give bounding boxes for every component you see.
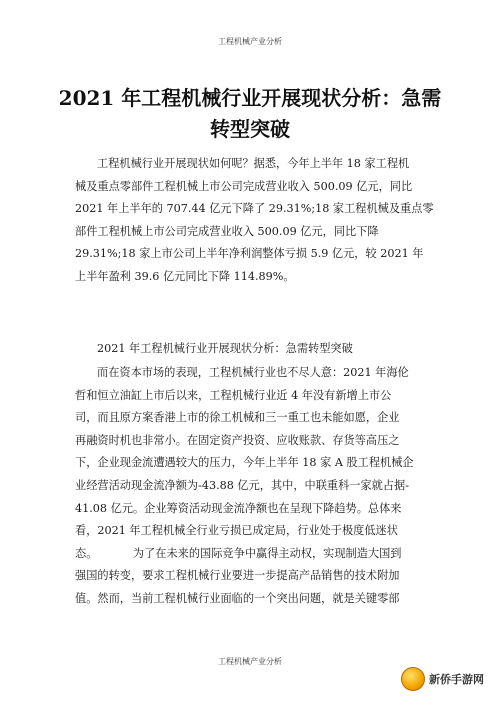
paragraph-line: 部件工程机械上市公司完成营业收入 500.09 亿元，同比下降 bbox=[75, 224, 379, 238]
paragraph-line: 械及重点零部件工程机械上市公司完成营业收入 500.09 亿元，同比 bbox=[75, 179, 413, 193]
title-line-1: 2021 年工程机械行业开展现状分析：急需 bbox=[58, 86, 442, 110]
site-watermark bbox=[397, 665, 488, 693]
page-header: 工程机械产业分析 bbox=[218, 37, 282, 46]
watermark-logo-icon bbox=[401, 667, 425, 691]
page-footer: 工程机械产业分析 bbox=[218, 657, 282, 666]
document-title bbox=[40, 83, 460, 145]
paragraph-line: 哲和恒立油缸上市后以来，工程机械行业近 4 年没有新增上市公 bbox=[75, 388, 392, 402]
paragraph-line: 业经营活动现金流净额为-43.88 亿元，其中，中联重科一家就占据- bbox=[75, 478, 410, 492]
paragraph-line: 2021 年上半年的 707.44 亿元下降了 29.31%;18 家工程机械及重点零 bbox=[75, 202, 434, 216]
paragraph-line: 强国的转变，要求工程机械行业要进一步提高产品销售的技术附加 bbox=[75, 569, 400, 583]
paragraph-line: 工程机械行业开展现状如何呢？据悉，今年上半年 18 家工程机 bbox=[97, 157, 410, 170]
paragraph-line: 司，而且原方案香港上市的徐工机械和三一重工也未能如愿，企业 bbox=[75, 411, 400, 425]
subtitle-text: 2021 年工程机械行业开展现状分析：急需转型突破 bbox=[97, 342, 353, 355]
title-line-2: 转型突破 bbox=[210, 117, 290, 141]
paragraph-line: 而在资本市场的表现，工程机械行业也不尽人意：2021 年海伦 bbox=[97, 366, 409, 379]
paragraph-line: 41.08 亿元。企业筹资活动现金流净额也在呈现下降趋势。总体来 bbox=[75, 501, 402, 515]
paragraph-intro bbox=[75, 153, 435, 289]
paragraph-line: 再融资时机也非常小。在固定资产投资、应收账款、存货等高压之 bbox=[75, 433, 400, 447]
paragraph-capital-market bbox=[75, 362, 435, 611]
paragraph-line: 下，企业现金流遭遇较大的压力，今年上半年 18 家 A 股工程机械企 bbox=[75, 456, 414, 470]
paragraph-line: 态。 为了在未来的国际竞争中赢得主动权，实现制造大国到 bbox=[75, 546, 402, 560]
paragraph-line: 值。然而，当前工程机械行业面临的一个突出问题，就是关键零部 bbox=[75, 591, 400, 605]
paragraph-line: 29.31%;18 家上市公司上半年净利润整体亏损 5.9 亿元，较 2021 年 bbox=[75, 247, 424, 261]
paragraph-line: 看，2021 年工程机械全行业亏损已成定局，行业处于极度低迷状 bbox=[75, 524, 398, 538]
paragraph-line: 上半年盈利 39.6 亿元同比下降 114.89%。 bbox=[75, 269, 295, 283]
section-subtitle bbox=[75, 338, 435, 361]
watermark-text: 新侨手游网 bbox=[429, 673, 484, 686]
